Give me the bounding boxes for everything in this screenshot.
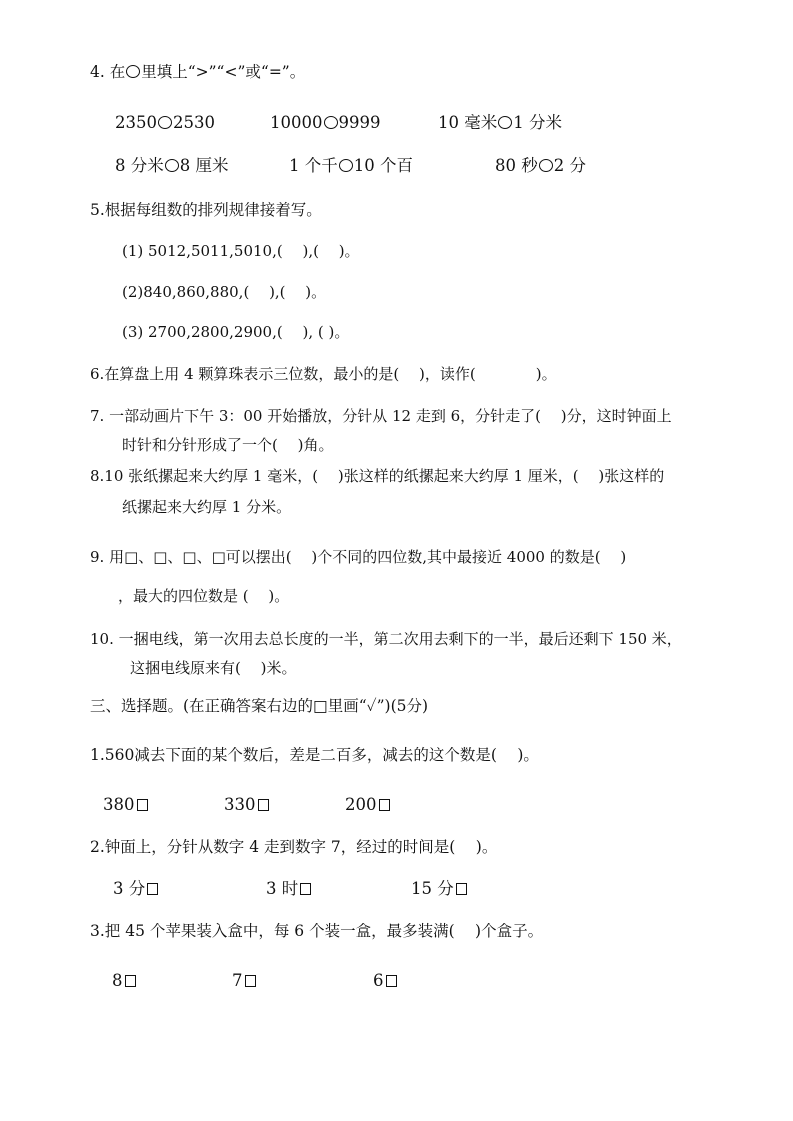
choice-q2: 2.钟面上，分针从数字 4 走到数字 7，经过的时间是( )。	[90, 838, 498, 856]
choice-option: 3 时	[266, 879, 311, 899]
blank-circle[interactable]	[126, 65, 140, 78]
blank-circle[interactable]	[539, 159, 553, 172]
q5-title: 5.根据每组数的排列规律接着写。	[90, 201, 322, 219]
q5-item-2: (2)840,860,880,( ),( )。	[122, 283, 327, 301]
choice-q3: 3.把 45 个苹果装入盒中，每 6 个装一盒，最多装满( )个盒子。	[90, 922, 544, 940]
q7-line1: 7. 一部动画片下午 3：00 开始播放，分针从 12 走到 6，分针走了( )分，这时钟面上	[90, 407, 672, 425]
checkbox[interactable]	[379, 799, 390, 811]
q10-line1: 10. 一捆电线，第一次用去总长度的一半，第二次用去剩下的一半，最后还剩下 150 米，	[90, 630, 682, 648]
choice-option: 200	[345, 795, 390, 815]
section-3-heading: 三、选择题。(在正确答案右边的□里画“✓”)(5分)	[90, 697, 429, 715]
checkbox[interactable]	[300, 883, 311, 895]
q4-item: 1 个千 10 个百	[289, 156, 413, 175]
q4-item: 2350 2530	[115, 113, 215, 132]
choice-option: 15 分	[411, 879, 467, 899]
blank-circle[interactable]	[498, 116, 512, 129]
choice-option: 330	[224, 795, 269, 815]
choice-option: 380	[103, 795, 148, 815]
choice-option: 6	[373, 971, 397, 991]
choice-option: 3 分	[113, 879, 158, 899]
q9-line1: 9. 用□、□、□、□可以摆出( )个不同的四位数,其中最接近 4000 的数是( )	[90, 548, 627, 566]
q8-line2: 纸摞起来大约厚 1 分米。	[122, 498, 292, 516]
q4-item: 80 秒 2 分	[495, 156, 586, 175]
checkbox[interactable]	[147, 883, 158, 895]
blank-circle[interactable]	[165, 159, 179, 172]
choice-option: 7	[232, 971, 256, 991]
q10-line2: 这捆电线原来有( )米。	[130, 659, 297, 677]
q5-item-1: (1) 5012,5011,5010,( ),( )。	[122, 242, 360, 260]
q8-line1: 8.10 张纸摞起来大约厚 1 毫米，( )张这样的纸摞起来大约厚 1 厘米，( )张这样的	[90, 467, 665, 485]
checkbox[interactable]	[386, 975, 397, 987]
q4-item: 8 分米 8 厘米	[115, 156, 229, 175]
choice-q1: 1.560减去下面的某个数后，差是二百多，减去的这个数是( )。	[90, 746, 539, 764]
blank-circle[interactable]	[324, 116, 338, 129]
checkbox[interactable]	[258, 799, 269, 811]
checkbox[interactable]	[456, 883, 467, 895]
q4-item: 10000 9999	[270, 113, 381, 132]
checkbox[interactable]	[137, 799, 148, 811]
blank-circle[interactable]	[158, 116, 172, 129]
choice-option: 8	[112, 971, 136, 991]
q7-line2: 时针和分针形成了一个( )角。	[122, 436, 334, 454]
q5-item-3: (3) 2700,2800,2900,( ), ( )。	[122, 323, 350, 341]
checkbox[interactable]	[125, 975, 136, 987]
q4-title: 4. 在 里填上“>”“<”或“=”。	[90, 63, 306, 81]
q6-text: 6.在算盘上用 4 颗算珠表示三位数，最小的是( )，读作( )。	[90, 365, 557, 383]
q9-line2: ，最大的四位数是 ( )。	[118, 587, 290, 605]
checkbox[interactable]	[245, 975, 256, 987]
q4-item: 10 毫米 1 分米	[438, 113, 562, 132]
blank-circle[interactable]	[339, 159, 353, 172]
